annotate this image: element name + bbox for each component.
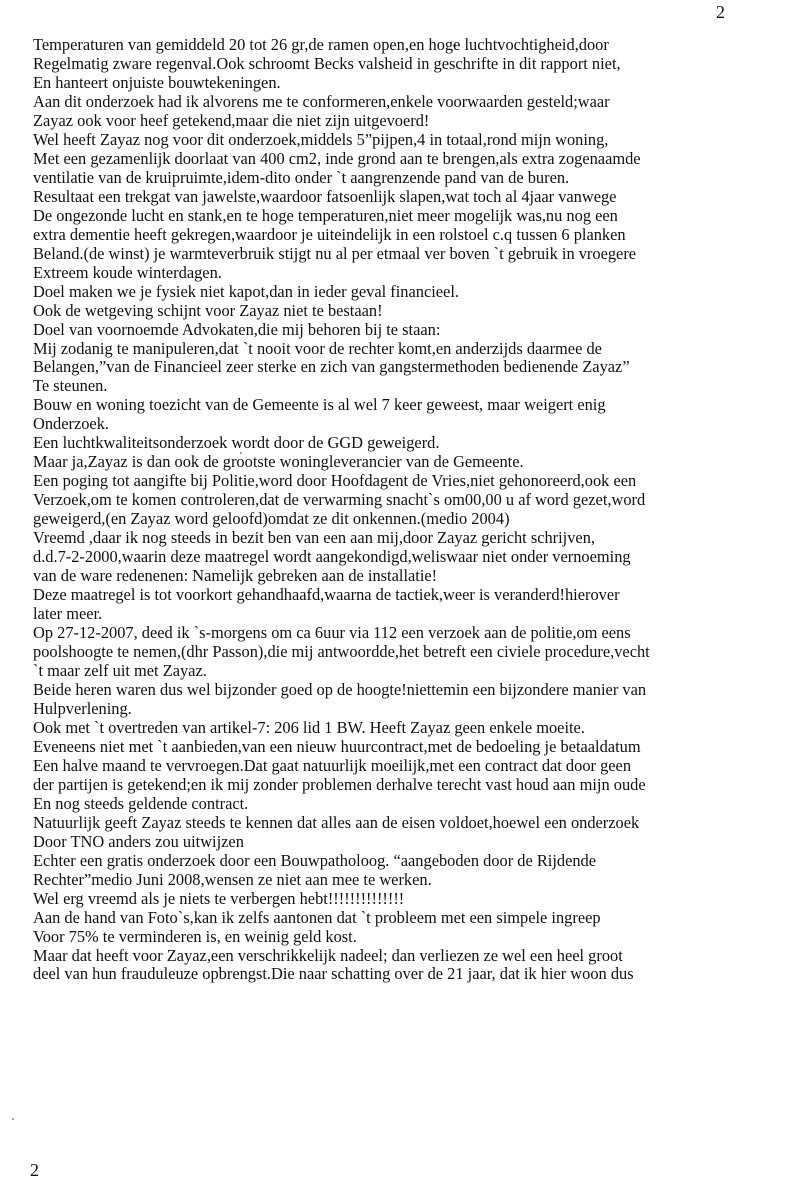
text-line: Maar ja,Zayaz is dan ook de grootste woningleverancier van de Gemeente.	[33, 453, 524, 472]
text-line: deel van hun frauduleuze opbrengst.Die naar schatting over de 21 jaar, dat ik hier woon dus	[33, 965, 634, 984]
text-line: Eveneens niet met `t aanbieden,van een nieuw huurcontract,met de bedoeling je betaaldatum	[33, 737, 641, 756]
text-line: Een halve maand te vervroegen.Dat gaat natuurlijk moeilijk,met een contract dat door geen	[33, 756, 632, 775]
text-line: `t maar zelf uit met Zayaz.	[33, 661, 207, 680]
text-line: Een luchtkwaliteitsonderzoek wordt door de GGD geweigerd.	[33, 434, 440, 453]
text-line: Beland.(de winst) je warmteverbruik stijgt nu al per etmaal ver boven `t gebruik in vroegere	[33, 244, 637, 263]
text-line: Ook met `t overtreden van artikel-7: 206 lid 1 BW. Heeft Zayaz geen enkele moeite.	[33, 718, 585, 737]
text-line: Zayaz ook voor heef getekend,maar die niet zijn uitgevoerd!	[33, 111, 430, 130]
text-line: En nog steeds geldende contract.	[33, 794, 249, 813]
text-line: Verzoek,om te komen controleren,dat de verwarming snacht`s om00,00 u af word gezet,word	[33, 491, 646, 510]
text-line: Maar dat heeft voor Zayaz,een verschrikkelijk nadeel; dan verliezen ze wel een heel groot	[33, 946, 623, 965]
text-line: Met een gezamenlijk doorlaat van 400 cm2, inde grond aan te brengen,als extra zogenaamde	[33, 149, 641, 168]
text-line: ventilatie van de kruipruimte,idem-dito onder `t aangrenzende pand van de buren.	[33, 168, 570, 187]
text-line: van de ware redenenen: Namelijk gebreken aan de installatie!	[33, 567, 438, 586]
text-line: Onderzoek.	[33, 415, 109, 434]
text-line: Wel erg vreemd als je niets te verbergen hebt!!!!!!!!!!!!!!	[33, 889, 405, 908]
text-line: Doel maken we je fysiek niet kapot,dan in ieder geval financieel.	[33, 282, 459, 301]
text-line: der partijen is getekend;en ik mij zonder problemen derhalve terecht vast houd aan mijn oude	[33, 775, 646, 794]
letter-body	[33, 36, 783, 984]
page-number-top: 2	[716, 2, 725, 22]
text-line: Echter een gratis onderzoek door een Bouwpatholoog. “aangeboden door de Rijdende	[33, 851, 597, 870]
text-line: Beide heren waren dus wel bijzonder goed op de hoogte!niettemin een bijzondere manier van	[33, 680, 647, 699]
text-line: Deze maatregel is tot voorkort gehandhaafd,waarna de tactiek,weer is veranderd!hierover	[33, 586, 620, 605]
text-line: Doel van voornoemde Advokaten,die mij behoren bij te staan:	[33, 320, 441, 339]
text-line: extra dementie heeft gekregen,waardoor je uiteindelijk in een rolstoel c.q tussen 6 planken	[33, 225, 626, 244]
text-line: Belangen,”van de Financieel zeer sterke en zich van gangstermethoden bedienende Zayaz”	[33, 358, 630, 377]
text-line: Extreem koude winterdagen.	[33, 263, 222, 282]
text-line: Rechter”medio Juni 2008,wensen ze niet aan mee te werken.	[33, 870, 432, 889]
text-line: Aan de hand van Foto`s,kan ik zelfs aantonen dat `t probleem met een simpele ingreep	[33, 908, 601, 927]
text-line: geweigerd,(en Zayaz word geloofd)omdat ze dit onkennen.(medio 2004)	[33, 510, 510, 529]
text-line: Temperaturen van gemiddeld 20 tot 26 gr,de ramen open,en hoge luchtvochtigheid,door	[33, 36, 609, 54]
text-line: De ongezonde lucht en stank,en te hoge temperaturen,niet meer mogelijk was,nu nog een	[33, 206, 618, 225]
text-line: poolshoogte te nemen,(dhr Passon),die mij antwoordde,het betreft een civiele procedure,vecht	[33, 643, 650, 661]
text-line: Natuurlijk geeft Zayaz steeds te kennen dat alles aan de eisen voldoet,hoewel een onderzoek	[33, 813, 640, 832]
text-line: d.d.7-2-2000,waarin deze maatregel wordt aangekondigd,weliswaar niet onder vernoeming	[33, 548, 631, 567]
text-line: Wel heeft Zayaz nog voor dit onderzoek,middels 5”pijpen,4 in totaal,rond mijn woning,	[33, 130, 609, 149]
text-line: Resultaat een trekgat van jawelste,waardoor fatsoenlijk slapen,wat toch al 4jaar vanwege	[33, 187, 617, 206]
text-line: Voor 75% te verminderen is, en weinig geld kost.	[33, 927, 357, 946]
text-line: later meer.	[33, 605, 103, 624]
text-line: En hanteert onjuiste bouwtekeningen.	[33, 73, 281, 92]
text-line: Aan dit onderzoek had ik alvorens me te conformeren,enkele voorwaarden gesteld;waar	[33, 92, 610, 111]
text-line: Op 27-12-2007, deed ik `s-morgens om ca 6uur via 112 een verzoek aan de politie,om eens	[33, 624, 631, 643]
text-line: Door TNO anders zou uitwijzen	[33, 832, 244, 851]
scan-speck	[12, 1118, 14, 1120]
text-line: Vreemd ,daar ik nog steeds in bezit ben van een aan mij,door Zayaz gericht schrijven,	[33, 529, 596, 548]
page-number-bottom: 2	[30, 1160, 39, 1180]
text-line: Te steunen.	[33, 377, 108, 396]
text-line: Mij zodanig te manipuleren,dat `t nooit voor de rechter komt,en anderzijds daarmee de	[33, 339, 602, 358]
text-line: Een poging tot aangifte bij Politie,word door Hoofdagent de Vries,niet gehonoreerd,ook een	[33, 472, 637, 491]
text-line: Bouw en woning toezicht van de Gemeente is al wel 7 keer geweest, maar weigert enig	[33, 396, 606, 415]
text-line: Regelmatig zware regenval.Ook schroomt Becks valsheid in geschrifte in dit rapport niet,	[33, 54, 621, 73]
text-line: Ook de wetgeving schijnt voor Zayaz niet te bestaan!	[33, 301, 383, 320]
text-line: Hulpverlening.	[33, 699, 132, 718]
